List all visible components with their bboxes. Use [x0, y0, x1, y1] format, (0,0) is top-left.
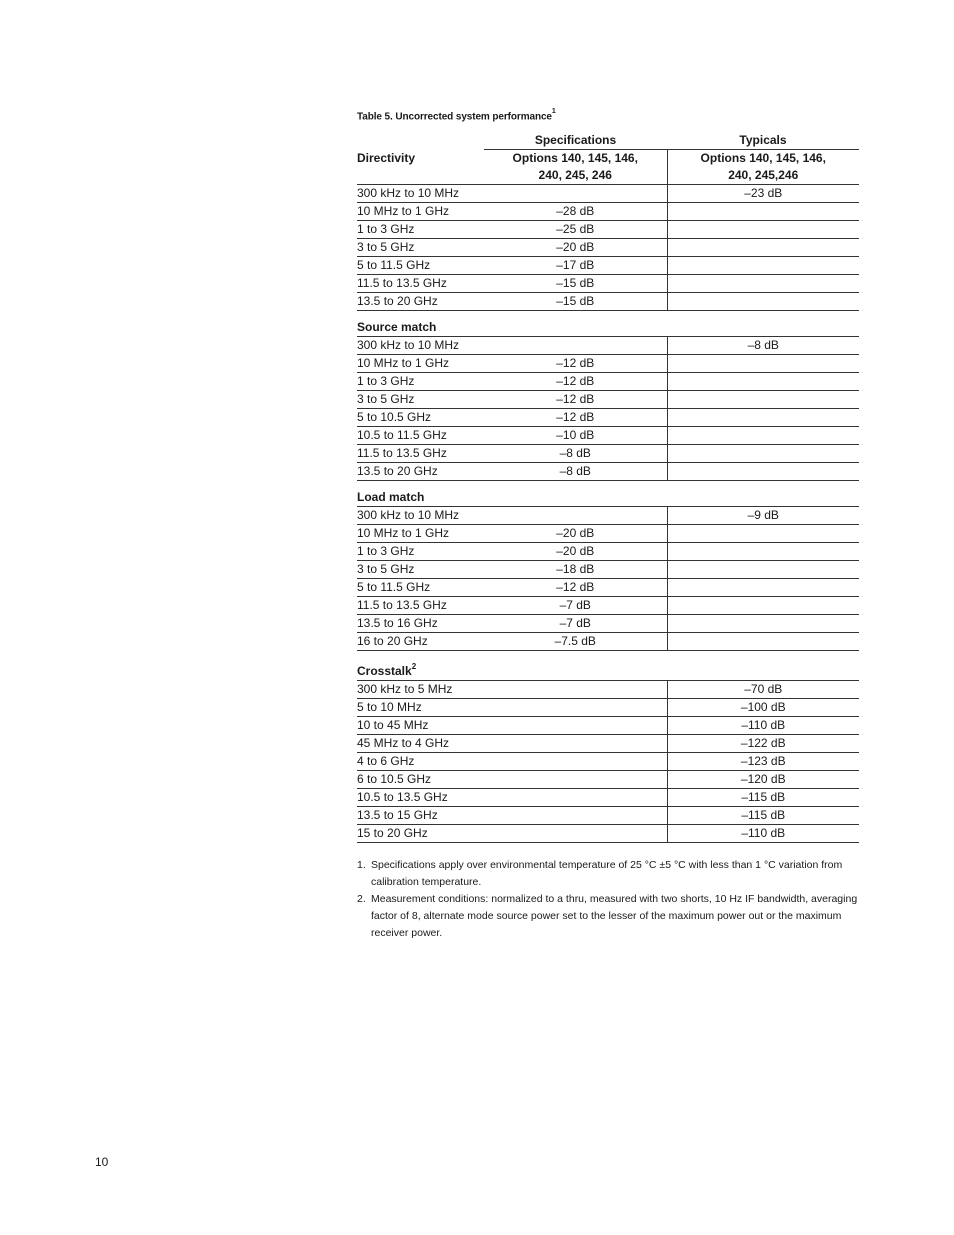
header-spec-options-line1: Options 140, 145, 146, [512, 151, 638, 166]
row-range: 45 MHz to 4 GHz [357, 735, 484, 753]
table-row [357, 445, 859, 463]
table-row [357, 463, 859, 481]
row-range: 10 MHz to 1 GHz [357, 525, 484, 543]
row-typical: –100 dB [667, 699, 859, 717]
table-row [357, 507, 859, 525]
row-range: 10 MHz to 1 GHz [357, 203, 484, 221]
row-typical: –23 dB [667, 185, 859, 203]
row-typical [667, 615, 859, 633]
row-range: 5 to 11.5 GHz [357, 257, 484, 275]
table-caption-text: Table 5. Uncorrected system performance [357, 111, 552, 123]
row-spec: –28 dB [484, 203, 667, 221]
row-typical [667, 373, 859, 391]
row-typical: –122 dB [667, 735, 859, 753]
load-match-rows [357, 507, 859, 651]
row-typical [667, 463, 859, 481]
row-range: 300 kHz to 10 MHz [357, 185, 484, 203]
table-row [357, 825, 859, 843]
row-range: 10 to 45 MHz [357, 717, 484, 735]
table-row [357, 579, 859, 597]
row-spec: –12 dB [484, 409, 667, 427]
header-directivity-label: Directivity [357, 150, 416, 165]
footnote-1-text: Specifications apply over environmental temperature of 25 °C ±5 °C with less than 1 °C variation from calibration temperature. [371, 859, 843, 889]
row-range: 5 to 10.5 GHz [357, 409, 484, 427]
table-row [357, 391, 859, 409]
row-range: 13.5 to 16 GHz [357, 615, 484, 633]
row-spec [484, 337, 667, 355]
row-range: 3 to 5 GHz [357, 391, 484, 409]
row-typical [667, 579, 859, 597]
row-range: 300 kHz to 10 MHz [357, 337, 484, 355]
table-row [357, 525, 859, 543]
header-spec-options [484, 150, 667, 185]
table-row [357, 735, 859, 753]
row-spec [484, 825, 667, 843]
header-typ-options-line2: 240, 245,246 [728, 168, 799, 183]
row-spec: –15 dB [484, 275, 667, 293]
row-spec: –12 dB [484, 355, 667, 373]
row-typical [667, 409, 859, 427]
table-row [357, 293, 859, 311]
row-spec: –8 dB [484, 463, 667, 481]
footnote-2-number: 2. [357, 893, 366, 906]
table-row [357, 221, 859, 239]
row-typical: –8 dB [667, 337, 859, 355]
row-spec: –20 dB [484, 239, 667, 257]
row-range: 11.5 to 13.5 GHz [357, 445, 484, 463]
row-typical [667, 275, 859, 293]
table-row [357, 807, 859, 825]
row-typical: –115 dB [667, 789, 859, 807]
row-spec: –18 dB [484, 561, 667, 579]
row-spec [484, 771, 667, 789]
row-spec [484, 753, 667, 771]
row-typical: –115 dB [667, 807, 859, 825]
row-spec [484, 807, 667, 825]
table-row [357, 681, 859, 699]
row-range: 11.5 to 13.5 GHz [357, 275, 484, 293]
row-range: 5 to 10 MHz [357, 699, 484, 717]
header-directivity [357, 132, 484, 185]
row-typical: –110 dB [667, 825, 859, 843]
row-typical: –120 dB [667, 771, 859, 789]
spec-table-container [357, 110, 859, 942]
table-row [357, 753, 859, 771]
row-spec [484, 735, 667, 753]
row-range: 13.5 to 20 GHz [357, 293, 484, 311]
table-row [357, 185, 859, 203]
row-typical: –70 dB [667, 681, 859, 699]
row-range: 11.5 to 13.5 GHz [357, 597, 484, 615]
row-range: 5 to 11.5 GHz [357, 579, 484, 597]
table-row [357, 373, 859, 391]
header-specifications: Specifications [484, 132, 667, 150]
table-row [357, 597, 859, 615]
header-typicals: Typicals [667, 132, 859, 150]
row-range: 4 to 6 GHz [357, 753, 484, 771]
table-row [357, 717, 859, 735]
row-range: 1 to 3 GHz [357, 373, 484, 391]
row-spec [484, 681, 667, 699]
table-row [357, 203, 859, 221]
table-row [357, 355, 859, 373]
row-typical [667, 427, 859, 445]
section-title-load-match: Load match [357, 481, 859, 507]
row-range: 300 kHz to 5 MHz [357, 681, 484, 699]
footnote-2-text: Measurement conditions: normalized to a thru, measured with two shorts, 10 Hz IF bandwidth, averaging factor of 8, alternate mode source power set to the lesser of the maximum power out or the maximum receiver power. [371, 893, 858, 940]
row-spec: –12 dB [484, 579, 667, 597]
crosstalk-section [357, 651, 859, 681]
table-row [357, 633, 859, 651]
crosstalk-footnote-ref: 2 [411, 662, 417, 672]
footnote-2 [357, 891, 859, 942]
row-typical [667, 221, 859, 239]
table-caption-footnote-ref: 1 [551, 108, 556, 115]
row-range: 10 MHz to 1 GHz [357, 355, 484, 373]
source-match-section [357, 311, 859, 337]
row-spec: –25 dB [484, 221, 667, 239]
directivity-rows [357, 185, 859, 311]
row-spec: –15 dB [484, 293, 667, 311]
row-spec: –10 dB [484, 427, 667, 445]
row-spec [484, 717, 667, 735]
row-typical [667, 293, 859, 311]
row-typical [667, 257, 859, 275]
row-typical [667, 525, 859, 543]
footnote-1 [357, 857, 859, 891]
row-range: 3 to 5 GHz [357, 561, 484, 579]
table-row [357, 699, 859, 717]
header-typ-options-line1: Options 140, 145, 146, [700, 151, 826, 166]
row-typical [667, 203, 859, 221]
row-spec: –12 dB [484, 373, 667, 391]
section-title-crosstalk-text: Crosstalk [357, 664, 412, 679]
row-spec: –12 dB [484, 391, 667, 409]
table-row [357, 409, 859, 427]
footnotes [357, 857, 859, 942]
table-caption [357, 110, 859, 122]
row-spec: –8 dB [484, 445, 667, 463]
row-typical [667, 597, 859, 615]
source-match-rows [357, 337, 859, 481]
table-row [357, 789, 859, 807]
section-title-crosstalk [357, 651, 859, 681]
row-range: 10.5 to 13.5 GHz [357, 789, 484, 807]
row-range: 1 to 3 GHz [357, 543, 484, 561]
row-range: 10.5 to 11.5 GHz [357, 427, 484, 445]
row-typical [667, 355, 859, 373]
uncorrected-performance-table [357, 132, 859, 843]
row-typical [667, 391, 859, 409]
table-row [357, 543, 859, 561]
row-spec: –7.5 dB [484, 633, 667, 651]
section-title-source-match: Source match [357, 311, 859, 337]
header-typ-options [667, 150, 859, 185]
row-range: 13.5 to 15 GHz [357, 807, 484, 825]
row-range: 3 to 5 GHz [357, 239, 484, 257]
row-typical [667, 633, 859, 651]
row-range: 16 to 20 GHz [357, 633, 484, 651]
row-spec [484, 507, 667, 525]
row-typical [667, 561, 859, 579]
table-row [357, 337, 859, 355]
row-spec: –7 dB [484, 597, 667, 615]
row-spec: –7 dB [484, 615, 667, 633]
table-row [357, 427, 859, 445]
row-spec: –17 dB [484, 257, 667, 275]
row-spec [484, 185, 667, 203]
footnote-1-number: 1. [357, 859, 366, 872]
crosstalk-rows [357, 681, 859, 843]
row-range: 1 to 3 GHz [357, 221, 484, 239]
row-range: 300 kHz to 10 MHz [357, 507, 484, 525]
table-row [357, 615, 859, 633]
table-row [357, 257, 859, 275]
row-typical [667, 239, 859, 257]
row-spec: –20 dB [484, 525, 667, 543]
load-match-section [357, 481, 859, 507]
table-row [357, 561, 859, 579]
row-typical: –123 dB [667, 753, 859, 771]
table-row [357, 771, 859, 789]
row-typical: –9 dB [667, 507, 859, 525]
row-spec [484, 699, 667, 717]
row-typical: –110 dB [667, 717, 859, 735]
row-range: 15 to 20 GHz [357, 825, 484, 843]
page-number: 10 [95, 1155, 109, 1169]
table-row [357, 239, 859, 257]
row-spec [484, 789, 667, 807]
row-typical [667, 543, 859, 561]
row-typical [667, 445, 859, 463]
table-row [357, 275, 859, 293]
row-spec: –20 dB [484, 543, 667, 561]
row-range: 13.5 to 20 GHz [357, 463, 484, 481]
row-range: 6 to 10.5 GHz [357, 771, 484, 789]
header-spec-options-line2: 240, 245, 246 [538, 168, 612, 183]
